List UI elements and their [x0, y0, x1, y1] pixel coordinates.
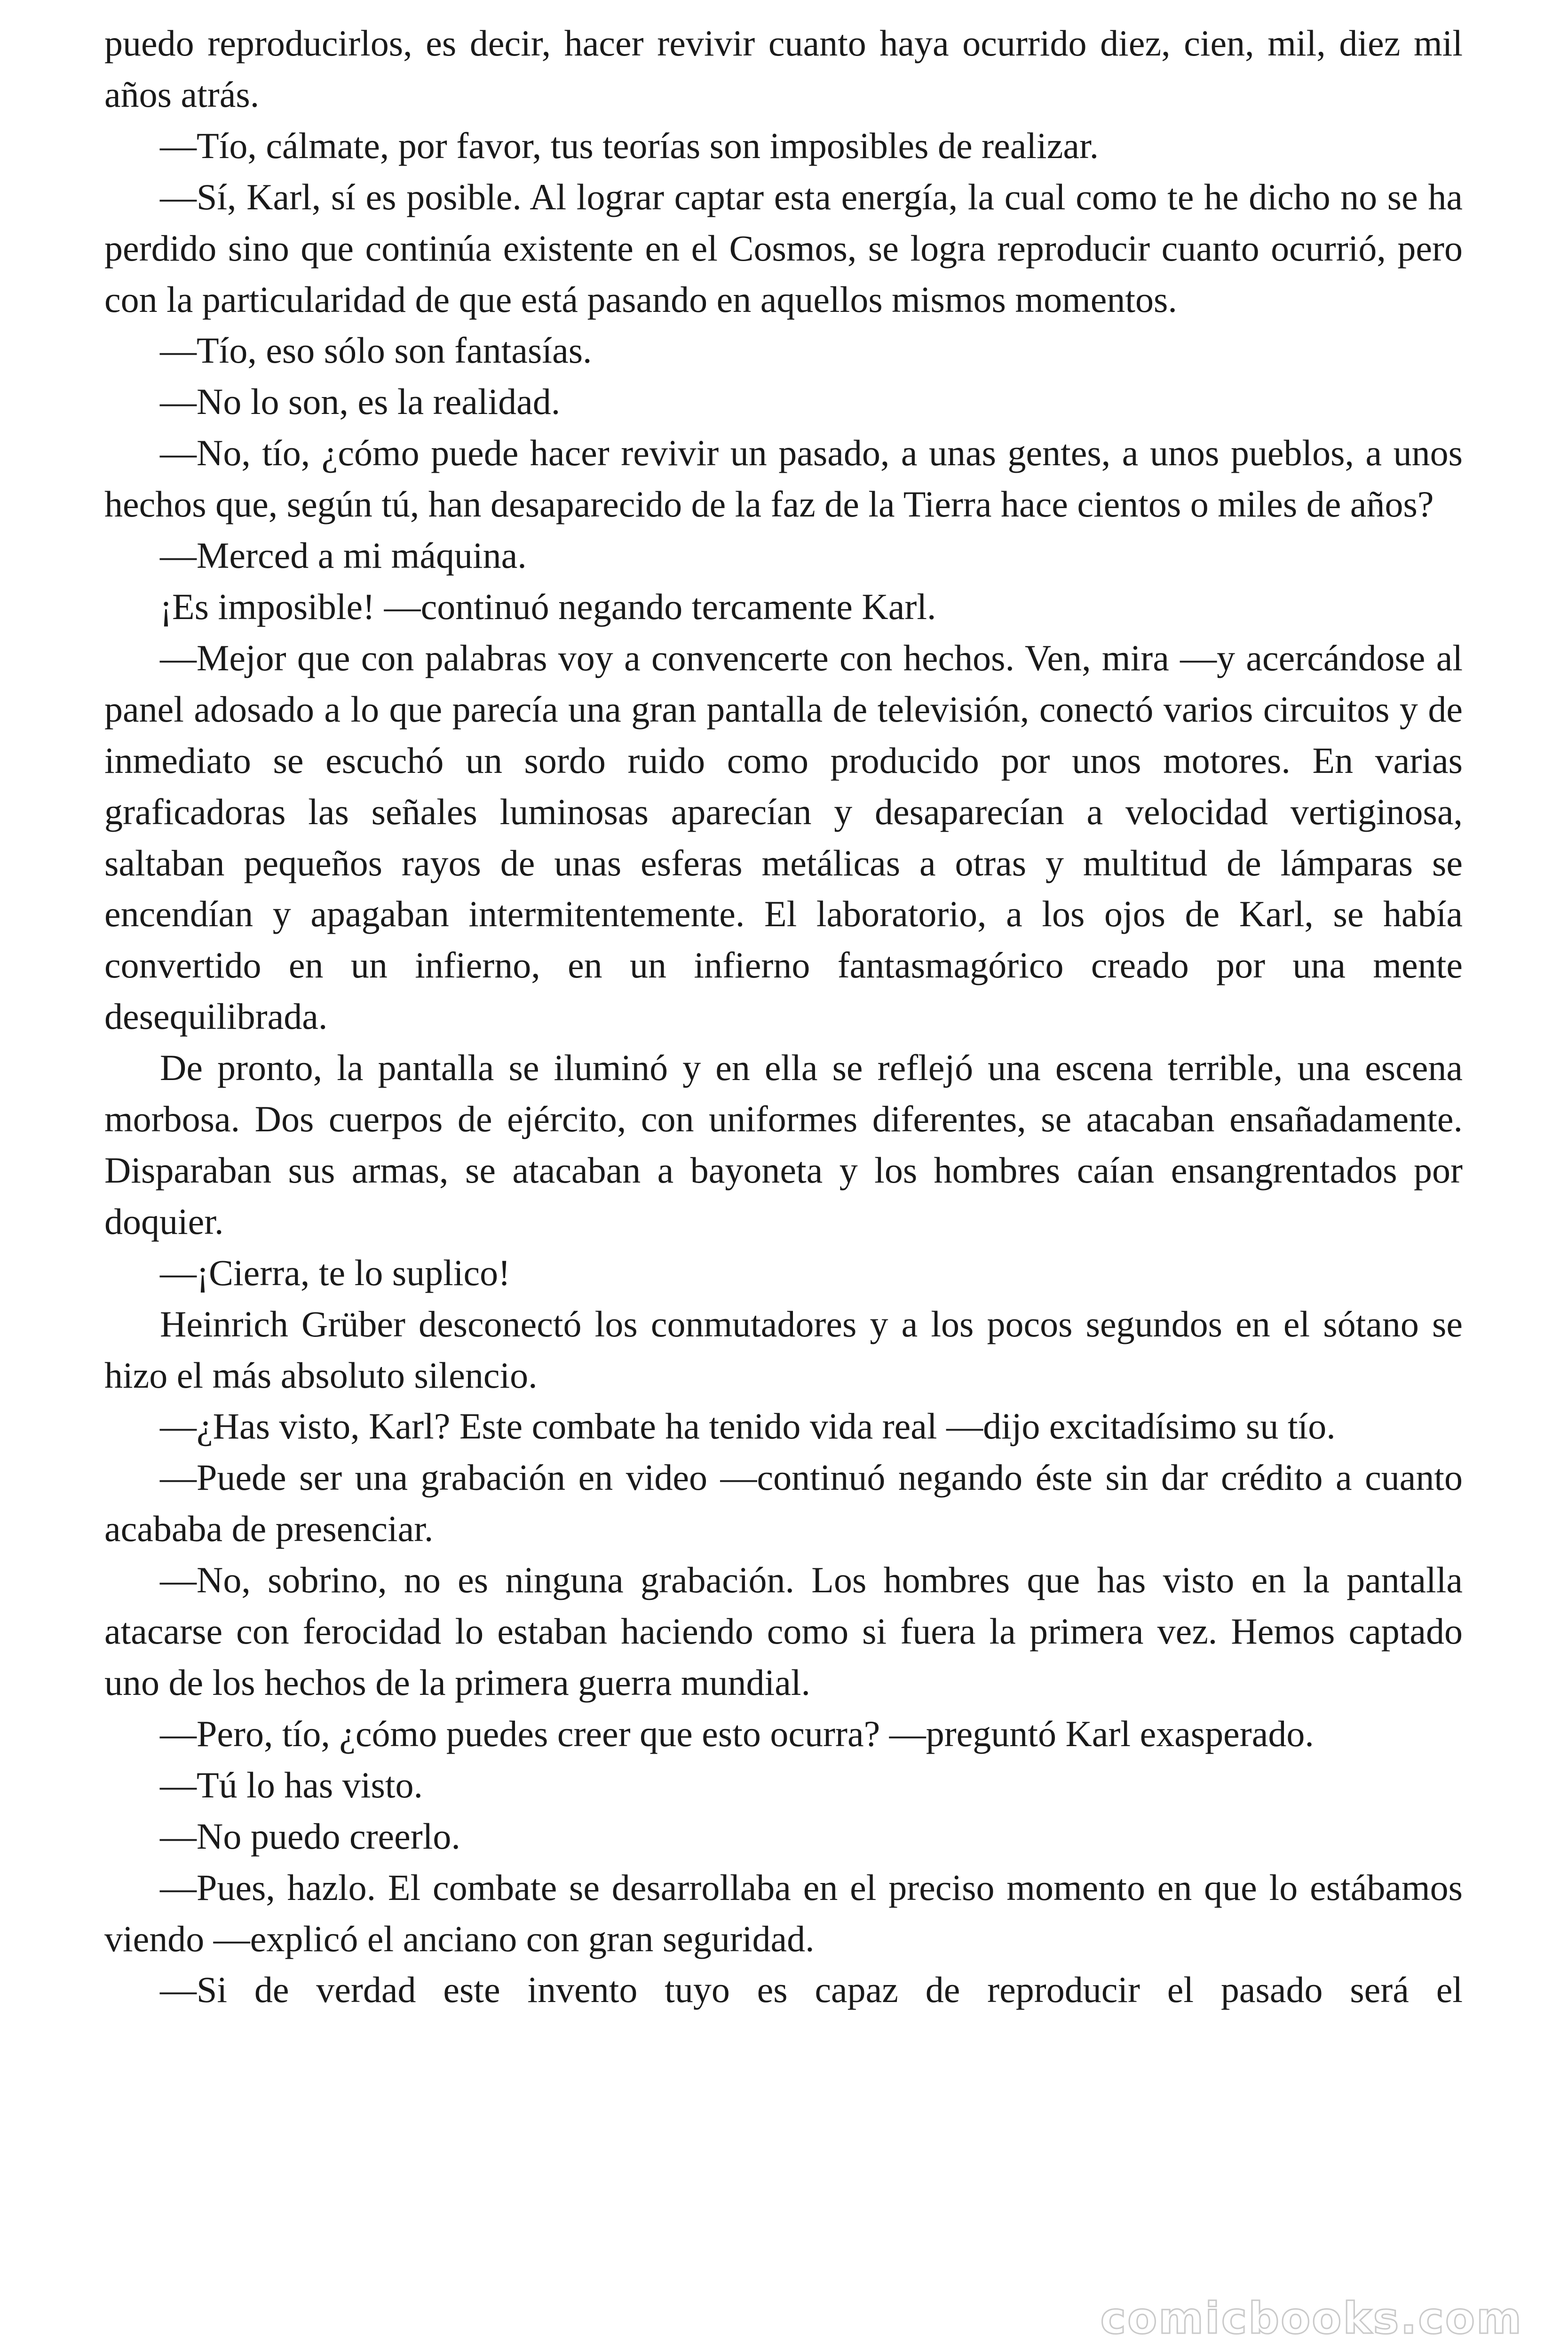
watermark-logo: comicbooks.com [1100, 2293, 1523, 2344]
paragraph-16: —Pero, tío, ¿cómo puedes creer que esto ocurra? —preguntó Karl exasperado. [160, 1713, 1314, 1754]
paragraph-7: —Merced a mi máquina. [160, 535, 527, 576]
paragraph-9: —Mejor que con palabras voy a convencerte con hechos. Ven, mira —y acercándose al panel adosado a lo que parecía una gran pantalla de televisión, conectó varios circuitos y de inmediato se escuchó un sordo ruido como producido por unos motores. En varias graficadoras las señales luminosas aparecían y desaparecían a velocidad vertiginosa, saltaban pequeños rayos de unas esferas metálicas a otras y multitud de lámparas se encendían y apagaban intermitentemente. El laboratorio, a los ojos de Karl, se había convertido en un infierno, en un infierno fantasmagórico creado por una mente desequilibrada. [104, 637, 1463, 1037]
paragraph-20: —Si de verdad este invento tuyo es capaz de reproducir el pasado será el [160, 1969, 1463, 2010]
paragraph-13: —¿Has visto, Karl? Este combate ha tenido vida real —dijo excitadísimo su tío. [160, 1406, 1336, 1447]
paragraph-19: —Pues, hazlo. El combate se desarrollaba en el preciso momento en que lo estábamos viendo —explicó el anciano con gran seguridad. [104, 1867, 1463, 1959]
paragraph-10: De pronto, la pantalla se iluminó y en ella se reflejó una escena terrible, una escena morbosa. Dos cuerpos de ejército, con uniformes diferentes, se atacaban ensañadamente. Disparaban sus armas, se atacaban a bayoneta y los hombres caían ensangrentados por doquier. [104, 1047, 1463, 1242]
paragraph-4: —Tío, eso sólo son fantasías. [160, 330, 592, 371]
paragraph-12: Heinrich Grüber desconectó los conmutadores y a los pocos segundos en el sótano se hizo el más absoluto silencio. [104, 1303, 1463, 1396]
paragraph-17: —Tú lo has visto. [160, 1764, 423, 1805]
paragraph-14: —Puede ser una grabación en video —continuó negando éste sin dar crédito a cuanto acababa de presenciar. [104, 1457, 1463, 1549]
paragraph-6: —No, tío, ¿cómo puede hacer revivir un pasado, a unas gentes, a unos pueblos, a unos hechos que, según tú, han desaparecido de la faz de la Tierra hace cientos o miles de años? [104, 432, 1463, 525]
paragraph-3: —Sí, Karl, sí es posible. Al lograr captar esta energía, la cual como te he dicho no se ha perdido sino que continúa existente en el Cosmos, se logra reproducir cuanto ocurrió, pero con la particularidad de que está pasando en aquellos mismos momentos. [104, 176, 1463, 320]
paragraph-8: ¡Es imposible! —continuó negando tercamente Karl. [160, 586, 936, 627]
paragraph-11: —¡Cierra, te lo suplico! [160, 1252, 511, 1293]
paragraph-2: —Tío, cálmate, por favor, tus teorías son imposibles de realizar. [160, 125, 1099, 166]
paragraph-18: —No puedo creerlo. [160, 1815, 460, 1857]
paragraph-15: —No, sobrino, no es ninguna grabación. Los hombres que has visto en la pantalla atacarse con ferocidad lo estaban haciendo como si fuera la primera vez. Hemos captado uno de los hechos de la primera guerra mundial. [104, 1559, 1463, 1703]
paragraph-1: puedo reproducirlos, es decir, hacer revivir cuanto haya ocurrido diez, cien, mil, diez mil años atrás. [104, 23, 1463, 115]
paragraph-5: —No lo son, es la realidad. [160, 381, 561, 422]
page-body-text [104, 18, 1463, 2016]
